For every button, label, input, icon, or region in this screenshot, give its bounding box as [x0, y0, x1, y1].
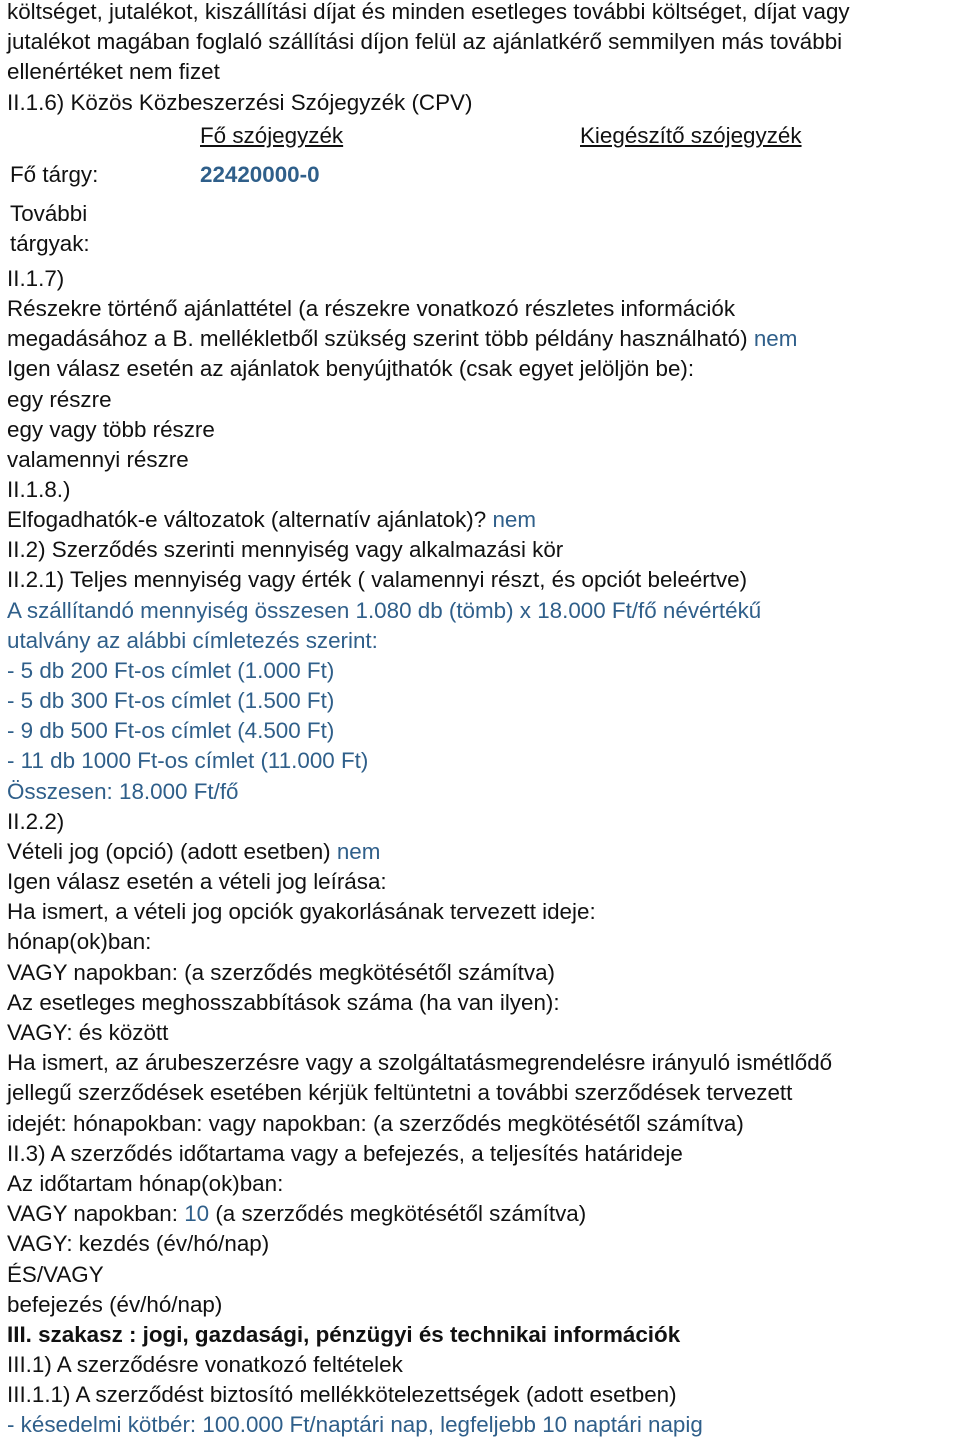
- options-heading: II.2.2): [7, 809, 65, 834]
- quantity-item: - 11 db 1000 Ft-os címlet (11.000 Ft): [7, 748, 369, 773]
- duration-line-4: ÉS/VAGY: [7, 1262, 104, 1287]
- variants-question: Elfogadhatók-e változatok (alternatív ajánlatok)?: [7, 507, 487, 532]
- cpv-main-vocabulary-header: Fő szójegyzék: [200, 123, 344, 148]
- cpv-additional-label-1: További: [10, 201, 88, 226]
- quantity-item: - 9 db 500 Ft-os címlet (4.500 Ft): [7, 718, 335, 743]
- duration-days-value: 10: [184, 1201, 210, 1226]
- lots-question: megadásához a B. mellékletből szükség szerint több példány használható): [7, 326, 748, 351]
- lots-line-2: [7, 324, 797, 354]
- options-question: Vételi jog (opció) (adott esetben): [7, 839, 331, 864]
- lots-option-2: egy vagy több részre: [7, 417, 215, 442]
- lots-answer: nem: [753, 326, 798, 351]
- cpv-main-subject-code: 22420000-0: [200, 162, 320, 187]
- lots-line-1: Részekre történő ajánlattétel (a részekre vonatkozó részletes információk: [7, 296, 736, 321]
- lots-heading: II.1.7): [7, 266, 65, 291]
- cpv-main-subject-label: Fő tárgy:: [10, 162, 99, 187]
- section3-sub-2: III.1.1) A szerződést biztosító mellékkötelezettségek (adott esetben): [7, 1382, 677, 1407]
- quantity-heading: II.2) Szerződés szerinti mennyiség vagy alkalmazási kör: [7, 537, 564, 562]
- variants-answer: nem: [492, 507, 536, 532]
- options-line-1: Igen válasz esetén a vételi jog leírása:: [7, 869, 387, 894]
- variants-line: [7, 505, 536, 535]
- cpv-additional-label-2: tárgyak:: [10, 231, 90, 256]
- intro-line-2: jutalékot magában foglaló szállítási díjon felül az ajánlatkérő semmilyen más további: [7, 29, 843, 54]
- options-line-4: VAGY napokban: (a szerződés megkötésétől számítva): [7, 960, 556, 985]
- variants-heading: II.1.8.): [7, 477, 71, 502]
- quantity-item: - 5 db 200 Ft-os címlet (1.000 Ft): [7, 658, 335, 683]
- lots-option-3: valamennyi részre: [7, 447, 189, 472]
- options-answer: nem: [336, 839, 381, 864]
- duration-days-suffix: (a szerződés megkötésétől számítva): [215, 1201, 587, 1226]
- options-line-6: VAGY: és között: [7, 1020, 169, 1045]
- options-question-line: [7, 837, 380, 867]
- quantity-description-2: utalvány az alábbi címletezés szerint:: [7, 628, 378, 653]
- intro-line-3: ellenértéket nem fizet: [7, 59, 220, 84]
- options-line-3: hónap(ok)ban:: [7, 929, 152, 954]
- section3-item-1: - késedelmi kötbér: 100.000 Ft/naptári nap, legfeljebb 10 naptári napig: [7, 1412, 703, 1437]
- duration-line-2: [7, 1199, 586, 1229]
- quantity-sub-heading: II.2.1) Teljes mennyiség vagy érték ( valamennyi részt, és opciót beleértve): [7, 567, 748, 592]
- options-line-9: idejét: hónapokban: vagy napokban: (a szerződés megkötésétől számítva): [7, 1111, 744, 1136]
- duration-days-label: VAGY napokban:: [7, 1201, 178, 1226]
- cpv-supplementary-vocabulary-header: Kiegészítő szójegyzék: [580, 123, 802, 148]
- options-line-5: Az esetleges meghosszabbítások száma (ha van ilyen):: [7, 990, 560, 1015]
- quantity-item: - 5 db 300 Ft-os címlet (1.500 Ft): [7, 688, 335, 713]
- intro-line-1: költséget, jutalékot, kiszállítási díjat és minden esetleges további költséget, díjat vagy: [7, 0, 850, 24]
- duration-heading: II.3) A szerződés időtartama vagy a befejezés, a teljesítés határideje: [7, 1141, 683, 1166]
- options-line-2: Ha ismert, a vételi jog opciók gyakorlásának tervezett ideje:: [7, 899, 596, 924]
- quantity-description-1: A szállítandó mennyiség összesen 1.080 db (tömb) x 18.000 Ft/fő névértékű: [7, 598, 762, 623]
- cpv-heading: II.1.6) Közös Közbeszerzési Szójegyzék (CPV): [7, 90, 473, 115]
- duration-line-5: befejezés (év/hó/nap): [7, 1292, 223, 1317]
- duration-line-1: Az időtartam hónap(ok)ban:: [7, 1171, 284, 1196]
- lots-line-3: Igen válasz esetén az ajánlatok benyújthatók (csak egyet jelöljön be):: [7, 356, 695, 381]
- quantity-total: Összesen: 18.000 Ft/fő: [7, 779, 239, 804]
- lots-option-1: egy részre: [7, 387, 112, 412]
- options-line-8: jellegű szerződések esetében kérjük feltüntetni a további szerződések tervezett: [7, 1080, 793, 1105]
- section3-sub-1: III.1) A szerződésre vonatkozó feltételek: [7, 1352, 403, 1377]
- options-line-7: Ha ismert, az árubeszerzésre vagy a szolgáltatásmegrendelésre irányuló ismétlődő: [7, 1050, 833, 1075]
- section3-heading: III. szakasz : jogi, gazdasági, pénzügyi és technikai információk: [7, 1322, 681, 1347]
- duration-line-3: VAGY: kezdés (év/hó/nap): [7, 1231, 270, 1256]
